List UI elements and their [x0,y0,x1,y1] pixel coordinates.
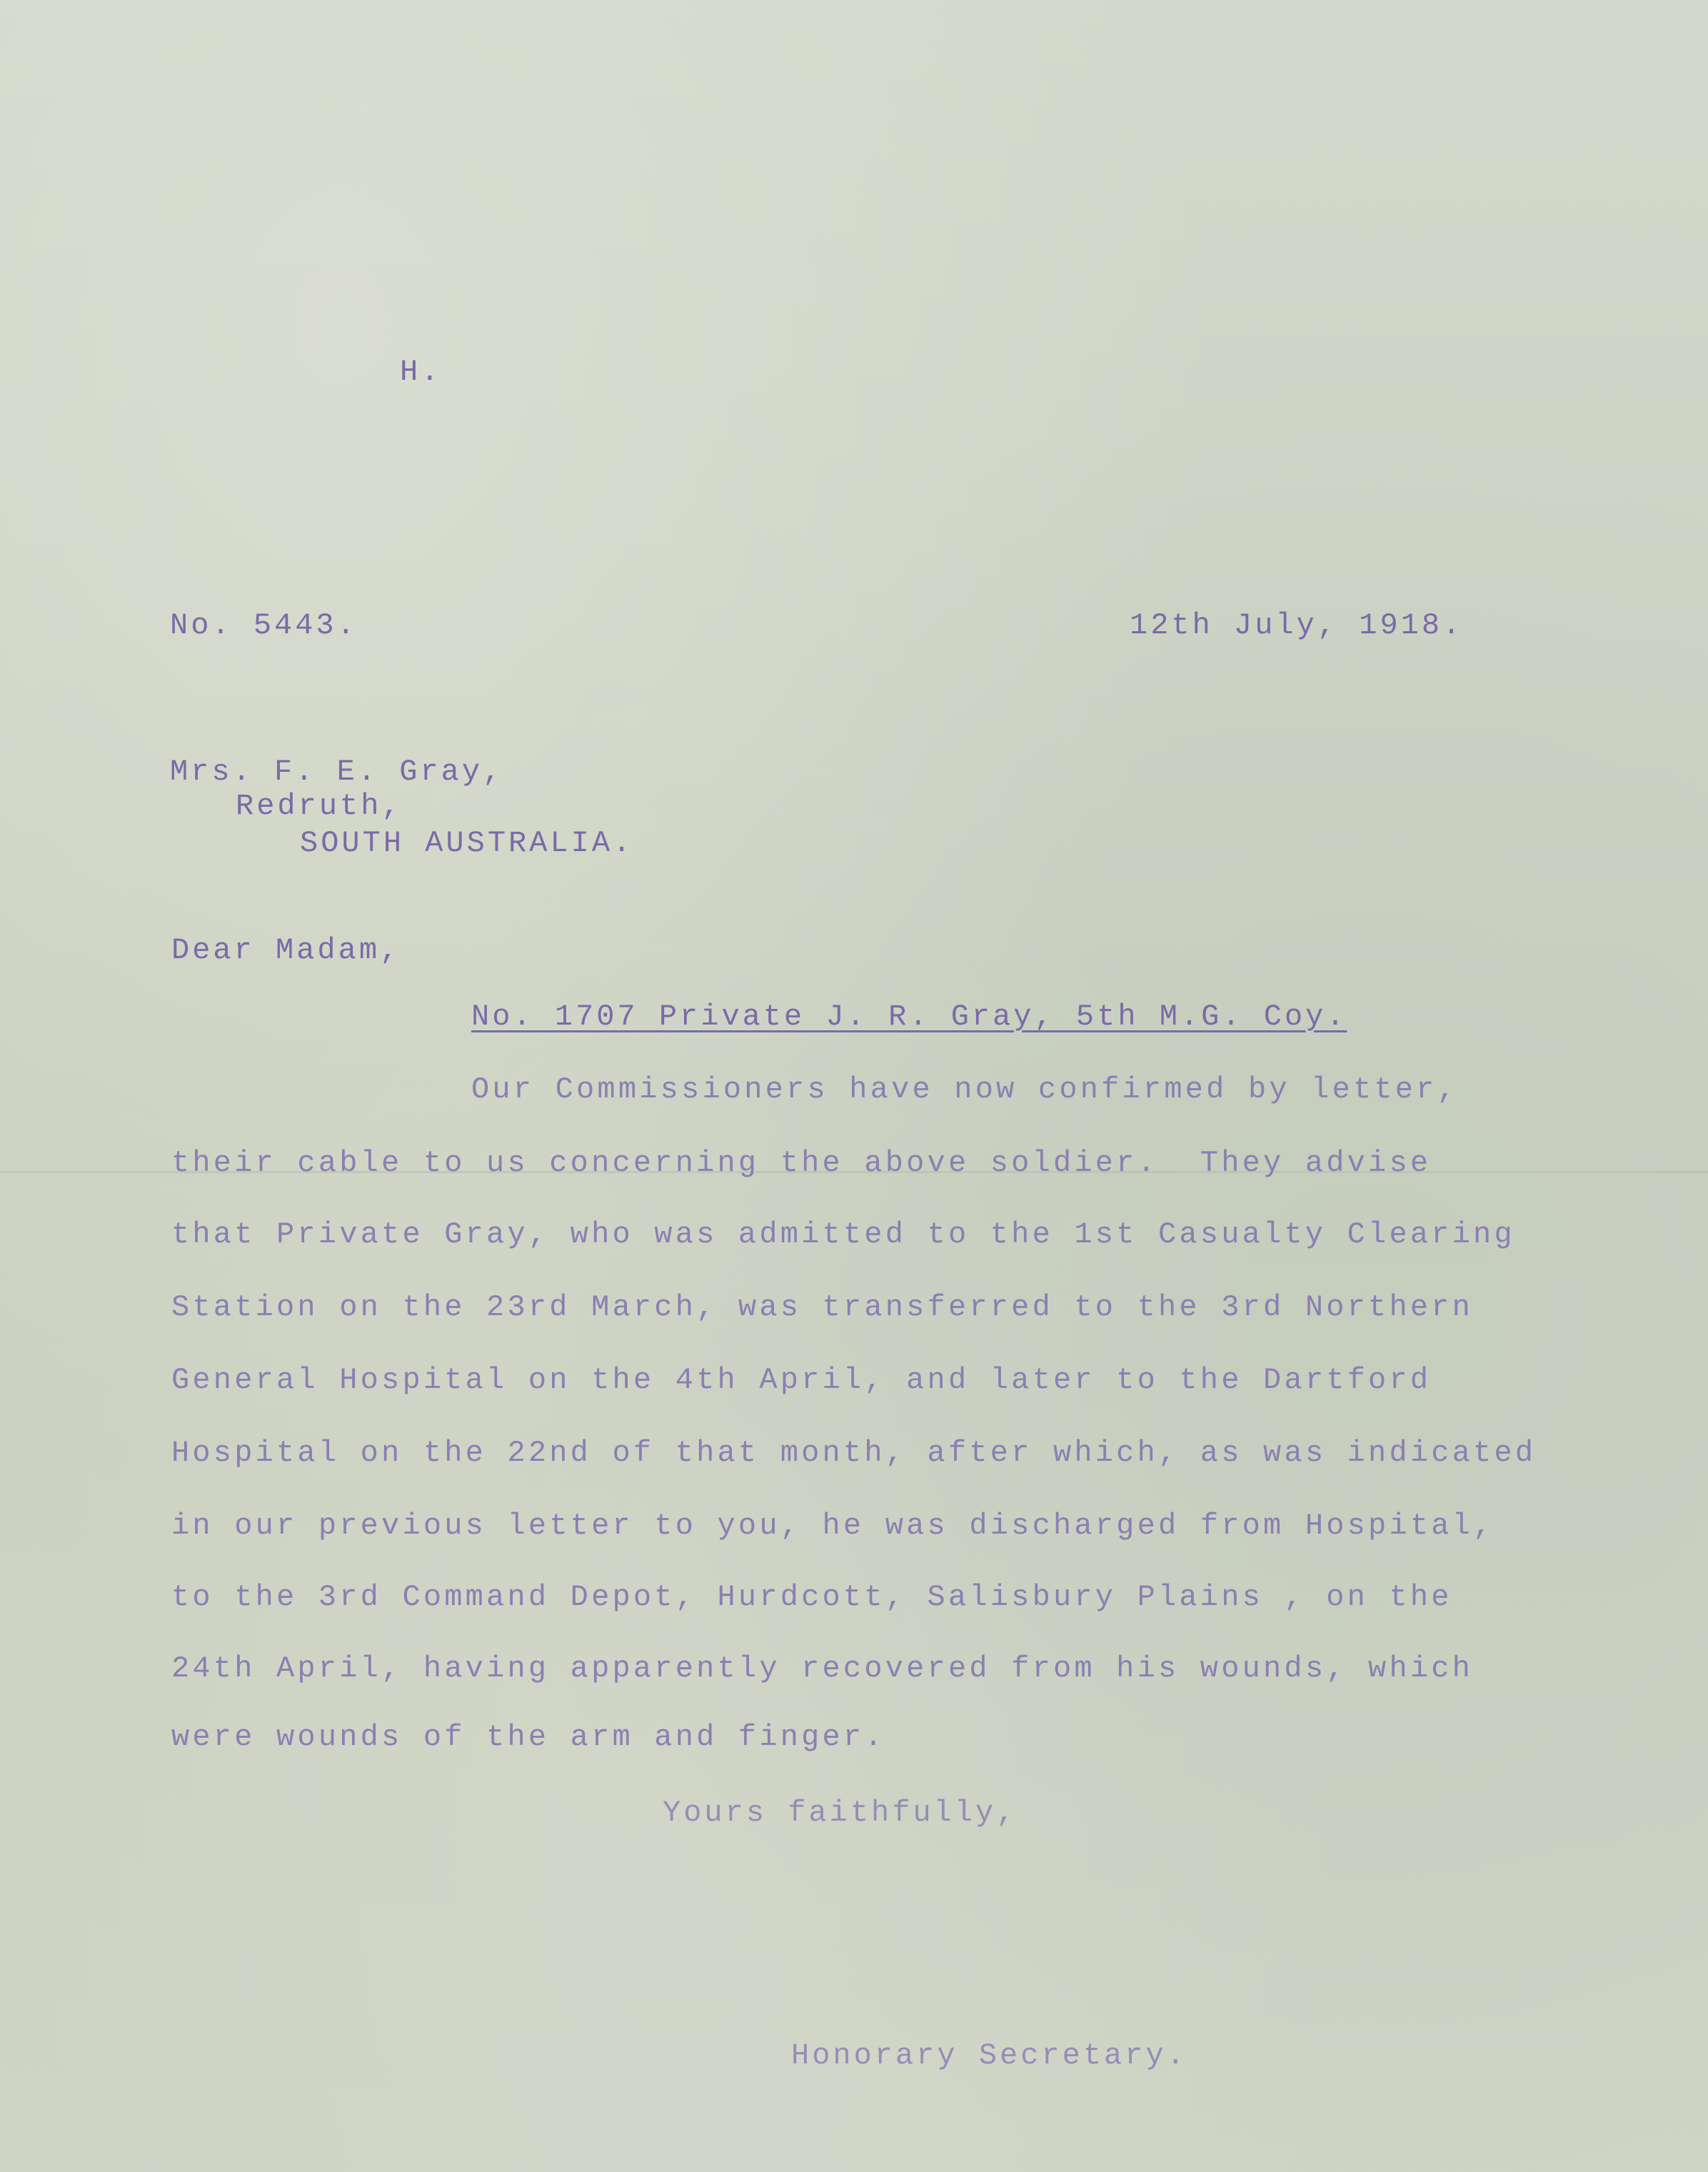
closing: Yours faithfully, [663,1796,1018,1830]
addressee-country: SOUTH AUSTRALIA. [300,826,634,860]
addressee-name: Mrs. F. E. Gray, [170,755,504,789]
body-line-8: to the 3rd Command Depot, Hurdcott, Salisbury Plains , on the [171,1580,1452,1614]
body-line-10: were wounds of the arm and finger. [171,1720,885,1754]
body-line-2: their cable to us concerning the above soldier. They advise [171,1146,1432,1180]
salutation: Dear Madam, [171,933,401,967]
body-line-3: that Private Gray, who was admitted to the 1st Casualty Clearing [171,1217,1515,1252]
reference-number: No. 5443. [170,608,358,643]
body-line-4: Station on the 23rd March, was transferred to the 3rd Northern [171,1290,1474,1324]
signature-title: Honorary Secretary. [791,2038,1187,2073]
file-mark: H. [400,355,442,389]
body-line-5: General Hospital on the 4th April, and later to the Dartford [171,1363,1432,1397]
body-line-9: 24th April, having apparently recovered from his wounds, which [171,1651,1474,1686]
subject-line: No. 1707 Private J. R. Gray, 5th M.G. Coy. [471,1000,1347,1034]
addressee-town: Redruth, [236,789,403,823]
body-line-7: in our previous letter to you, he was discharged from Hospital, [171,1509,1494,1543]
letter-date: 12th July, 1918. [1130,608,1464,643]
body-line-1: Our Commissioners have now confirmed by letter, [471,1072,1458,1107]
body-line-6: Hospital on the 22nd of that month, after which, as was indicated [171,1436,1537,1470]
